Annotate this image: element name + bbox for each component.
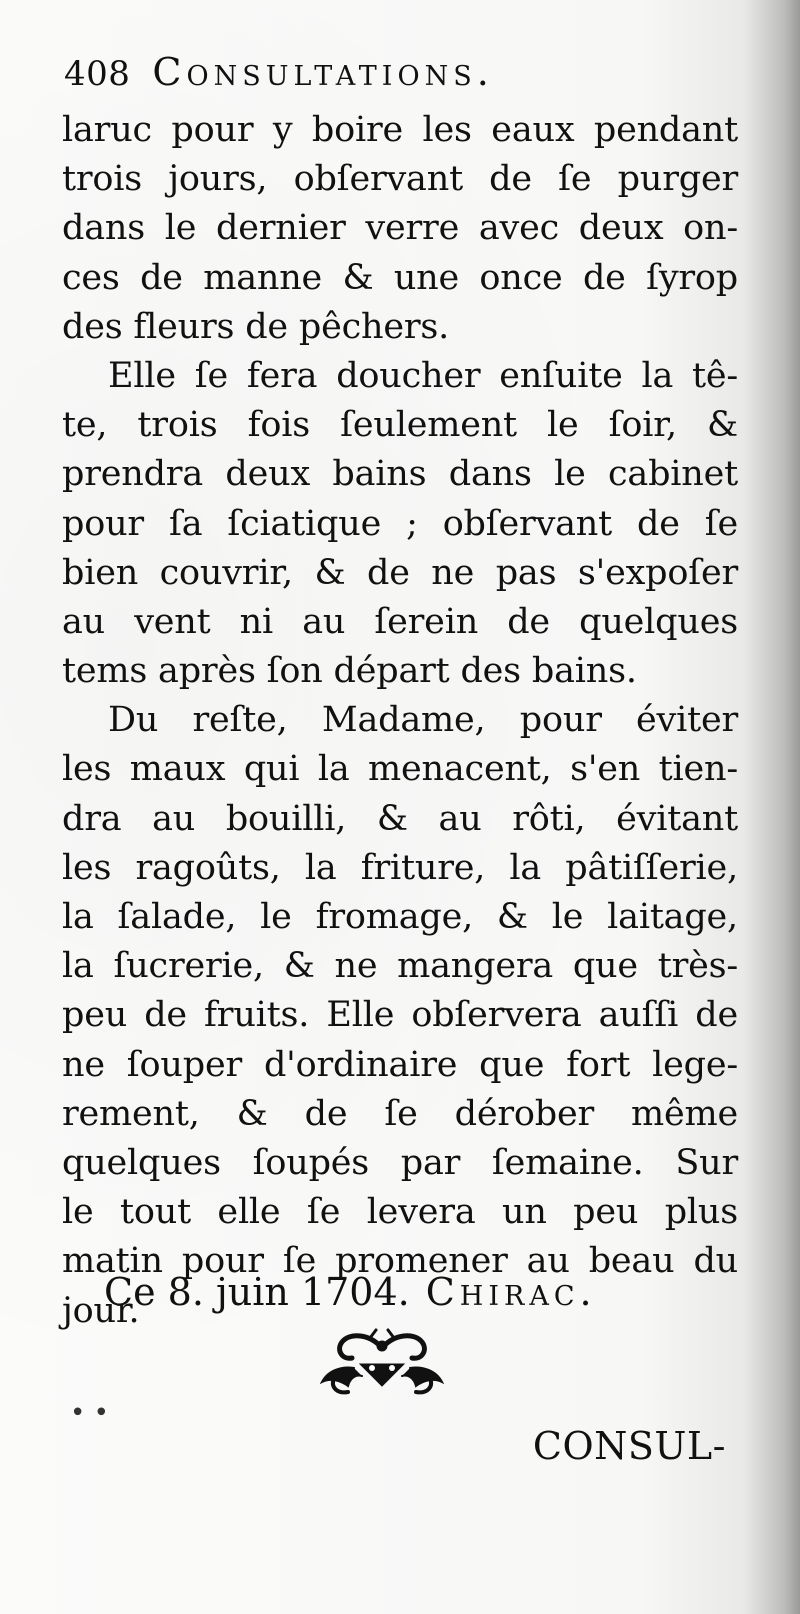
text-line: les ragoûts, la friture, la pâtiſſerie, bbox=[62, 847, 738, 888]
text-line: prendra deux bains dans le cabinet bbox=[62, 454, 738, 495]
text-line: quelques ſoupés par ſemaine. Sur bbox=[62, 1142, 738, 1183]
text-line: bien couvrir, & de ne pas s'expoſer bbox=[62, 552, 738, 593]
text-line: au vent ni au ſerein de quelques bbox=[62, 601, 738, 642]
body-text bbox=[62, 106, 738, 1336]
stray-marks: • • bbox=[70, 1398, 109, 1428]
signoff-date: Ce 8. juin 1704. bbox=[104, 1270, 410, 1314]
text-line: peu de fruits. Elle obſervera auſſi de bbox=[62, 995, 738, 1036]
text-line: matin pour ſe promener au beau du bbox=[62, 1241, 738, 1282]
text-line: dra au bouilli, & au rôti, évitant bbox=[62, 798, 738, 839]
text-line: ne ſouper d'ordinaire que fort lege- bbox=[62, 1044, 738, 1085]
text-line: Du reſte, Madame, pour éviter bbox=[108, 700, 738, 741]
signature: Chirac. bbox=[425, 1270, 597, 1314]
ornament-icon bbox=[320, 1328, 444, 1396]
running-title: Consultations. bbox=[152, 50, 494, 94]
text-line: trois jours, obſervant de ſe purger bbox=[62, 159, 738, 200]
text-line: pour ſa ſciatique ; obſervant de ſe bbox=[62, 503, 738, 544]
signoff bbox=[104, 1270, 664, 1314]
text-line: les maux qui la menacent, s'en tien- bbox=[62, 749, 738, 790]
text-line: te, trois fois ſeulement le ſoir, & bbox=[62, 405, 738, 446]
text-line: Elle ſe fera doucher enſuite la tê- bbox=[108, 355, 738, 396]
text-line: la ſalade, le fromage, & le laitage, bbox=[62, 897, 738, 937]
text-line: rement, & de ſe dérober même bbox=[62, 1093, 738, 1134]
text-line: la ſucrerie, & ne mangera que très- bbox=[62, 946, 738, 987]
page-header bbox=[64, 50, 724, 94]
text-line: dans le dernier verre avec deux on- bbox=[62, 208, 738, 249]
page-number: 408 bbox=[64, 54, 131, 94]
text-line: ces de manne & une once de ſyrop bbox=[62, 257, 738, 298]
text-line: des fleurs de pêchers. bbox=[62, 306, 450, 347]
catchword: CONSUL- bbox=[532, 1424, 726, 1468]
text-line: jour. bbox=[62, 1290, 140, 1331]
text-line: tems après ſon départ des bains. bbox=[62, 651, 637, 692]
text-line: laruc pour y boire les eaux pendant bbox=[62, 110, 738, 150]
text-line: le tout elle ſe levera un peu plus bbox=[62, 1192, 738, 1233]
